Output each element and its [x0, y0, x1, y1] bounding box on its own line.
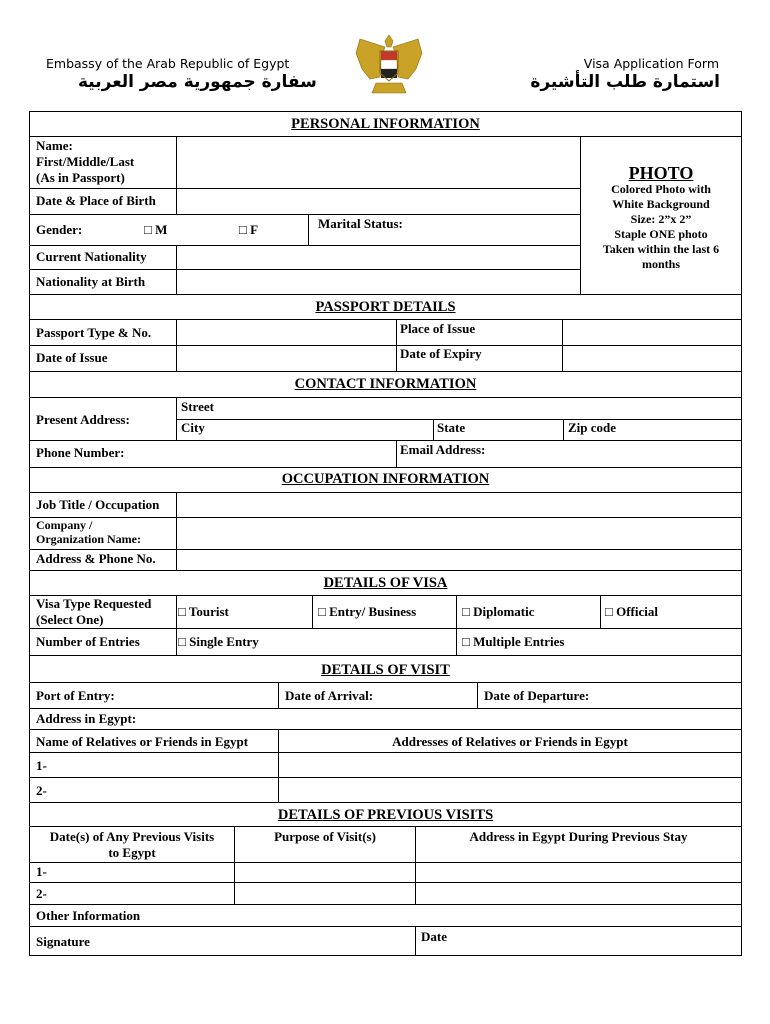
- other-information-label: Other Information: [36, 908, 141, 923]
- visa-application-form: [29, 111, 742, 956]
- visa-tourist-checkbox[interactable]: □ Tourist: [178, 604, 229, 619]
- address-phone-field[interactable]: [177, 550, 741, 570]
- section-title-contact: CONTACT INFORMATION: [294, 376, 477, 392]
- photo-instruction-3: Size: 2”x 2”: [630, 212, 692, 226]
- date-place-birth-field[interactable]: [177, 189, 580, 214]
- date-of-expiry-field[interactable]: [563, 346, 741, 371]
- date-place-birth-label: Date & Place of Birth: [36, 193, 156, 208]
- city-field[interactable]: City: [181, 420, 205, 435]
- previous-dates-header-line2: to Egypt: [108, 845, 156, 860]
- form-title-en: Visa Application Form: [583, 56, 719, 71]
- visa-official-checkbox[interactable]: □ Official: [605, 604, 658, 619]
- current-nationality-label: Current Nationality: [36, 249, 147, 264]
- photo-instruction-5: Taken within the last 6: [602, 242, 720, 256]
- previous-address-header: Address in Egypt During Previous Stay: [469, 829, 688, 844]
- company-label-line1: Company /: [36, 518, 93, 532]
- multiple-entries-checkbox[interactable]: □ Multiple Entries: [462, 634, 565, 649]
- date-field[interactable]: [460, 927, 741, 955]
- number-of-entries-label: Number of Entries: [36, 634, 140, 649]
- previous-row-1-label: 1-: [36, 864, 47, 879]
- marital-status-label: Marital Status:: [318, 216, 403, 231]
- name-label-line2: First/Middle/Last: [36, 154, 135, 169]
- section-title-previous-visits: DETAILS OF PREVIOUS VISITS: [277, 807, 494, 823]
- date-of-expiry-label: Date of Expiry: [400, 346, 482, 361]
- job-title-field[interactable]: [177, 493, 741, 517]
- visa-diplomatic-checkbox[interactable]: □ Diplomatic: [462, 604, 535, 619]
- company-label-line2: Organization Name:: [36, 532, 141, 546]
- phone-number-label: Phone Number:: [36, 445, 125, 460]
- previous-row-2-label: 2-: [36, 886, 47, 901]
- job-title-label: Job Title / Occupation: [36, 497, 160, 512]
- photo-instruction-1: Colored Photo with: [611, 182, 711, 196]
- date-of-issue-field[interactable]: [177, 346, 396, 371]
- date-of-departure-label: Date of Departure:: [484, 688, 590, 703]
- relatives-row-2-address-field[interactable]: [279, 778, 741, 802]
- name-label-line1: Name:: [36, 138, 73, 153]
- form-title-ar: استمارة طلب التأشيرة: [530, 72, 720, 92]
- section-title-passport: PASSPORT DETAILS: [315, 299, 456, 315]
- section-title-visit: DETAILS OF VISIT: [321, 662, 450, 678]
- street-field[interactable]: Street: [181, 399, 214, 414]
- name-label-line3: (As in Passport): [36, 170, 125, 185]
- company-field[interactable]: [177, 518, 741, 549]
- previous-dates-header-line1: Date(s) of Any Previous Visits: [49, 829, 215, 844]
- photo-instruction-4: Staple ONE photo: [614, 227, 708, 241]
- photo-box[interactable]: [581, 137, 741, 294]
- relatives-row-1-label: 1-: [36, 758, 47, 773]
- date-of-issue-label: Date of Issue: [36, 350, 108, 365]
- phone-number-field[interactable]: [177, 441, 396, 467]
- section-title-personal: PERSONAL INFORMATION: [291, 116, 480, 132]
- signature-field[interactable]: [110, 927, 415, 955]
- email-address-field[interactable]: [500, 441, 741, 467]
- port-of-entry-label: Port of Entry:: [36, 688, 115, 703]
- state-field[interactable]: State: [437, 420, 466, 435]
- gender-label: Gender:: [36, 222, 83, 237]
- place-of-issue-field[interactable]: [563, 320, 741, 345]
- gender-male-checkbox[interactable]: □ M: [144, 222, 168, 237]
- zip-code-field[interactable]: Zip code: [568, 420, 617, 435]
- nationality-birth-field[interactable]: [177, 270, 580, 294]
- relatives-address-header: Addresses of Relatives or Friends in Egypt: [392, 734, 628, 749]
- section-title-occupation: OCCUPATION INFORMATION: [281, 471, 490, 487]
- signature-label: Signature: [36, 934, 90, 949]
- date-of-arrival-label: Date of Arrival:: [285, 688, 374, 703]
- passport-type-no-label: Passport Type & No.: [36, 325, 152, 340]
- email-address-label: Email Address:: [400, 442, 486, 457]
- previous-purpose-header: Purpose of Visit(s): [274, 829, 376, 844]
- other-information-field[interactable]: [160, 905, 741, 926]
- visa-type-label-line2: (Select One): [36, 612, 104, 627]
- nationality-birth-label: Nationality at Birth: [36, 274, 146, 289]
- previous-row-1-fields[interactable]: [235, 863, 741, 882]
- relatives-row-2-label: 2-: [36, 783, 47, 798]
- name-field[interactable]: [177, 137, 580, 188]
- passport-type-no-field[interactable]: [177, 320, 396, 345]
- present-address-label: Present Address:: [36, 412, 130, 427]
- single-entry-checkbox[interactable]: □ Single Entry: [178, 634, 259, 649]
- section-title-visa: DETAILS OF VISA: [323, 575, 448, 591]
- gender-female-checkbox[interactable]: □ F: [239, 222, 259, 237]
- relatives-row-1-address-field[interactable]: [279, 753, 741, 777]
- photo-instruction-2: White Background: [612, 197, 710, 211]
- visa-business-checkbox[interactable]: □ Entry/ Business: [318, 604, 417, 619]
- address-in-egypt-field[interactable]: [155, 709, 741, 729]
- embassy-name-ar: سفارة جمهورية مصر العربية: [78, 72, 317, 92]
- address-in-egypt-label: Address in Egypt:: [36, 711, 137, 726]
- egypt-eagle-emblem: [352, 33, 426, 99]
- photo-title: PHOTO: [628, 163, 694, 183]
- place-of-issue-label: Place of Issue: [400, 321, 476, 336]
- current-nationality-field[interactable]: [177, 246, 580, 269]
- visa-type-label-line1: Visa Type Requested: [36, 596, 152, 611]
- relatives-name-header: Name of Relatives or Friends in Egypt: [36, 734, 249, 749]
- address-phone-label: Address & Phone No.: [36, 551, 156, 566]
- embassy-name-en: Embassy of the Arab Republic of Egypt: [46, 56, 290, 71]
- previous-row-2-fields[interactable]: [235, 883, 741, 904]
- date-label: Date: [421, 929, 447, 944]
- photo-instruction-6: months: [641, 257, 680, 271]
- marital-status-field[interactable]: [410, 215, 580, 245]
